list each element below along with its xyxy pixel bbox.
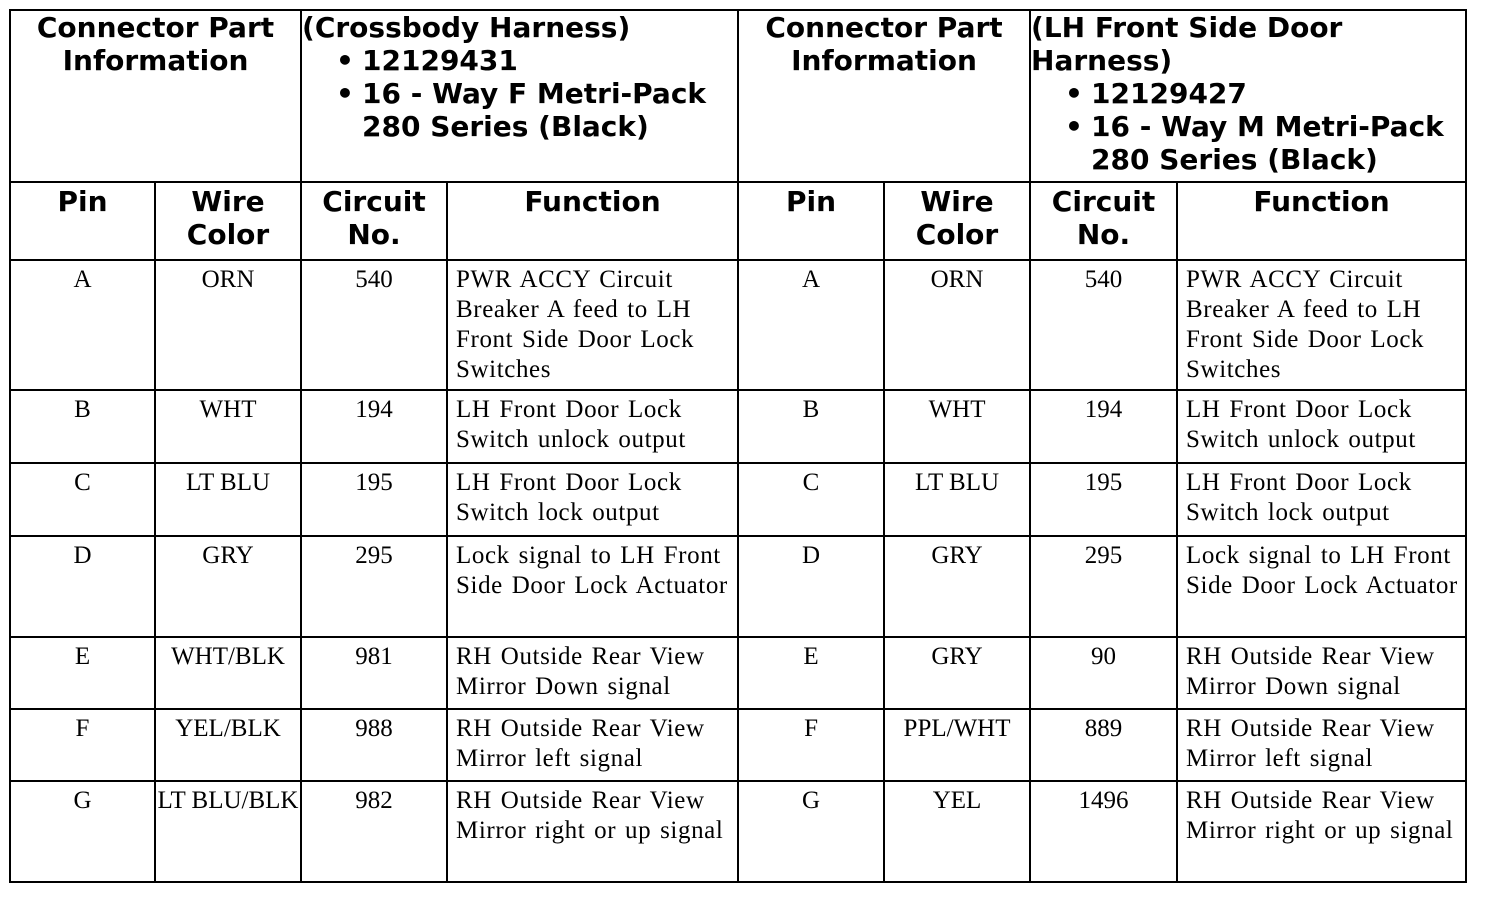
table-row bbox=[10, 781, 1466, 882]
left-connector-desc bbox=[301, 10, 738, 182]
table-row bbox=[10, 463, 1466, 536]
left-function-cell: LH Front Door Lock Switch unlock output bbox=[447, 390, 738, 463]
left-wire-color-header: Wire Color bbox=[155, 182, 301, 260]
right-part-number: • 12129427 bbox=[1065, 77, 1465, 110]
left-wire-color-cell: ORN bbox=[155, 260, 301, 390]
right-pin-cell: C bbox=[738, 463, 884, 536]
left-wire-color-cell: YEL/BLK bbox=[155, 709, 301, 781]
left-function-cell: RH Outside Rear View Mirror left signal bbox=[447, 709, 738, 781]
column-header-row bbox=[10, 182, 1466, 260]
right-pin-cell: G bbox=[738, 781, 884, 882]
right-function-cell: RH Outside Rear View Mirror left signal bbox=[1177, 709, 1466, 781]
left-harness-name: (Crossbody Harness) bbox=[302, 11, 631, 44]
left-connector-specs bbox=[302, 44, 737, 143]
right-wire-color-cell: PPL/WHT bbox=[884, 709, 1030, 781]
left-function-header: Function bbox=[447, 182, 738, 260]
left-connector-type: • 16 - Way F Metri-Pack 280 Series (Black) bbox=[336, 77, 737, 143]
left-wire-color-cell: LT BLU/BLK bbox=[155, 781, 301, 882]
connector-info-row bbox=[10, 10, 1466, 182]
right-circuit-cell: 194 bbox=[1030, 390, 1177, 463]
table-row bbox=[10, 390, 1466, 463]
left-circuit-cell: 295 bbox=[301, 536, 447, 637]
left-pin-cell: G bbox=[10, 781, 155, 882]
left-pin-cell: F bbox=[10, 709, 155, 781]
left-pin-cell: C bbox=[10, 463, 155, 536]
left-function-cell: Lock signal to LH Front Side Door Lock Actuator bbox=[447, 536, 738, 637]
right-function-cell: LH Front Door Lock Switch unlock output bbox=[1177, 390, 1466, 463]
right-function-cell: PWR ACCY Circuit Breaker A feed to LH Front Side Door Lock Switches bbox=[1177, 260, 1466, 390]
right-function-cell: LH Front Door Lock Switch lock output bbox=[1177, 463, 1466, 536]
left-wire-color-cell: WHT/BLK bbox=[155, 637, 301, 709]
right-info-label: Connector Part Information bbox=[738, 10, 1030, 182]
left-circuit-cell: 981 bbox=[301, 637, 447, 709]
left-circuit-cell: 988 bbox=[301, 709, 447, 781]
left-wire-color-cell: WHT bbox=[155, 390, 301, 463]
left-circuit-cell: 195 bbox=[301, 463, 447, 536]
right-function-cell: RH Outside Rear View Mirror Down signal bbox=[1177, 637, 1466, 709]
left-circuit-cell: 540 bbox=[301, 260, 447, 390]
left-pin-cell: B bbox=[10, 390, 155, 463]
left-pin-cell: E bbox=[10, 637, 155, 709]
right-circuit-cell: 295 bbox=[1030, 536, 1177, 637]
right-pin-cell: A bbox=[738, 260, 884, 390]
right-connector-specs bbox=[1031, 77, 1465, 176]
right-pin-cell: F bbox=[738, 709, 884, 781]
table-row bbox=[10, 709, 1466, 781]
left-circuit-cell: 194 bbox=[301, 390, 447, 463]
right-harness-name: (LH Front Side Door Harness) bbox=[1031, 11, 1343, 77]
left-wire-color-cell: GRY bbox=[155, 536, 301, 637]
left-wire-color-cell: LT BLU bbox=[155, 463, 301, 536]
right-circuit-cell: 1496 bbox=[1030, 781, 1177, 882]
table-row bbox=[10, 260, 1466, 390]
connector-table bbox=[9, 9, 1467, 883]
left-circuit-cell: 982 bbox=[301, 781, 447, 882]
left-function-cell: LH Front Door Lock Switch lock output bbox=[447, 463, 738, 536]
right-wire-color-cell: ORN bbox=[884, 260, 1030, 390]
right-function-cell: RH Outside Rear View Mirror right or up signal bbox=[1177, 781, 1466, 882]
right-connector-type: • 16 - Way M Metri-Pack 280 Series (Black) bbox=[1065, 110, 1465, 176]
right-wire-color-cell: LT BLU bbox=[884, 463, 1030, 536]
right-pin-header: Pin bbox=[738, 182, 884, 260]
right-wire-color-cell: GRY bbox=[884, 536, 1030, 637]
connector-sheet bbox=[9, 9, 1465, 883]
left-function-cell: RH Outside Rear View Mirror right or up signal bbox=[447, 781, 738, 882]
left-info-label: Connector Part Information bbox=[10, 10, 301, 182]
right-pin-cell: D bbox=[738, 536, 884, 637]
right-wire-color-cell: WHT bbox=[884, 390, 1030, 463]
right-function-header: Function bbox=[1177, 182, 1466, 260]
left-pin-cell: A bbox=[10, 260, 155, 390]
left-pin-header: Pin bbox=[10, 182, 155, 260]
right-pin-cell: E bbox=[738, 637, 884, 709]
left-pin-cell: D bbox=[10, 536, 155, 637]
right-pin-cell: B bbox=[738, 390, 884, 463]
right-circuit-cell: 195 bbox=[1030, 463, 1177, 536]
left-function-cell: RH Outside Rear View Mirror Down signal bbox=[447, 637, 738, 709]
table-row bbox=[10, 536, 1466, 637]
right-wire-color-header: Wire Color bbox=[884, 182, 1030, 260]
right-function-cell: Lock signal to LH Front Side Door Lock Actuator bbox=[1177, 536, 1466, 637]
right-circuit-header: Circuit No. bbox=[1030, 182, 1177, 260]
left-part-number: • 12129431 bbox=[336, 44, 737, 77]
right-wire-color-cell: YEL bbox=[884, 781, 1030, 882]
left-function-cell: PWR ACCY Circuit Breaker A feed to LH Front Side Door Lock Switches bbox=[447, 260, 738, 390]
right-connector-desc bbox=[1030, 10, 1466, 182]
left-circuit-header: Circuit No. bbox=[301, 182, 447, 260]
table-row bbox=[10, 637, 1466, 709]
right-wire-color-cell: GRY bbox=[884, 637, 1030, 709]
right-circuit-cell: 889 bbox=[1030, 709, 1177, 781]
right-circuit-cell: 90 bbox=[1030, 637, 1177, 709]
right-circuit-cell: 540 bbox=[1030, 260, 1177, 390]
